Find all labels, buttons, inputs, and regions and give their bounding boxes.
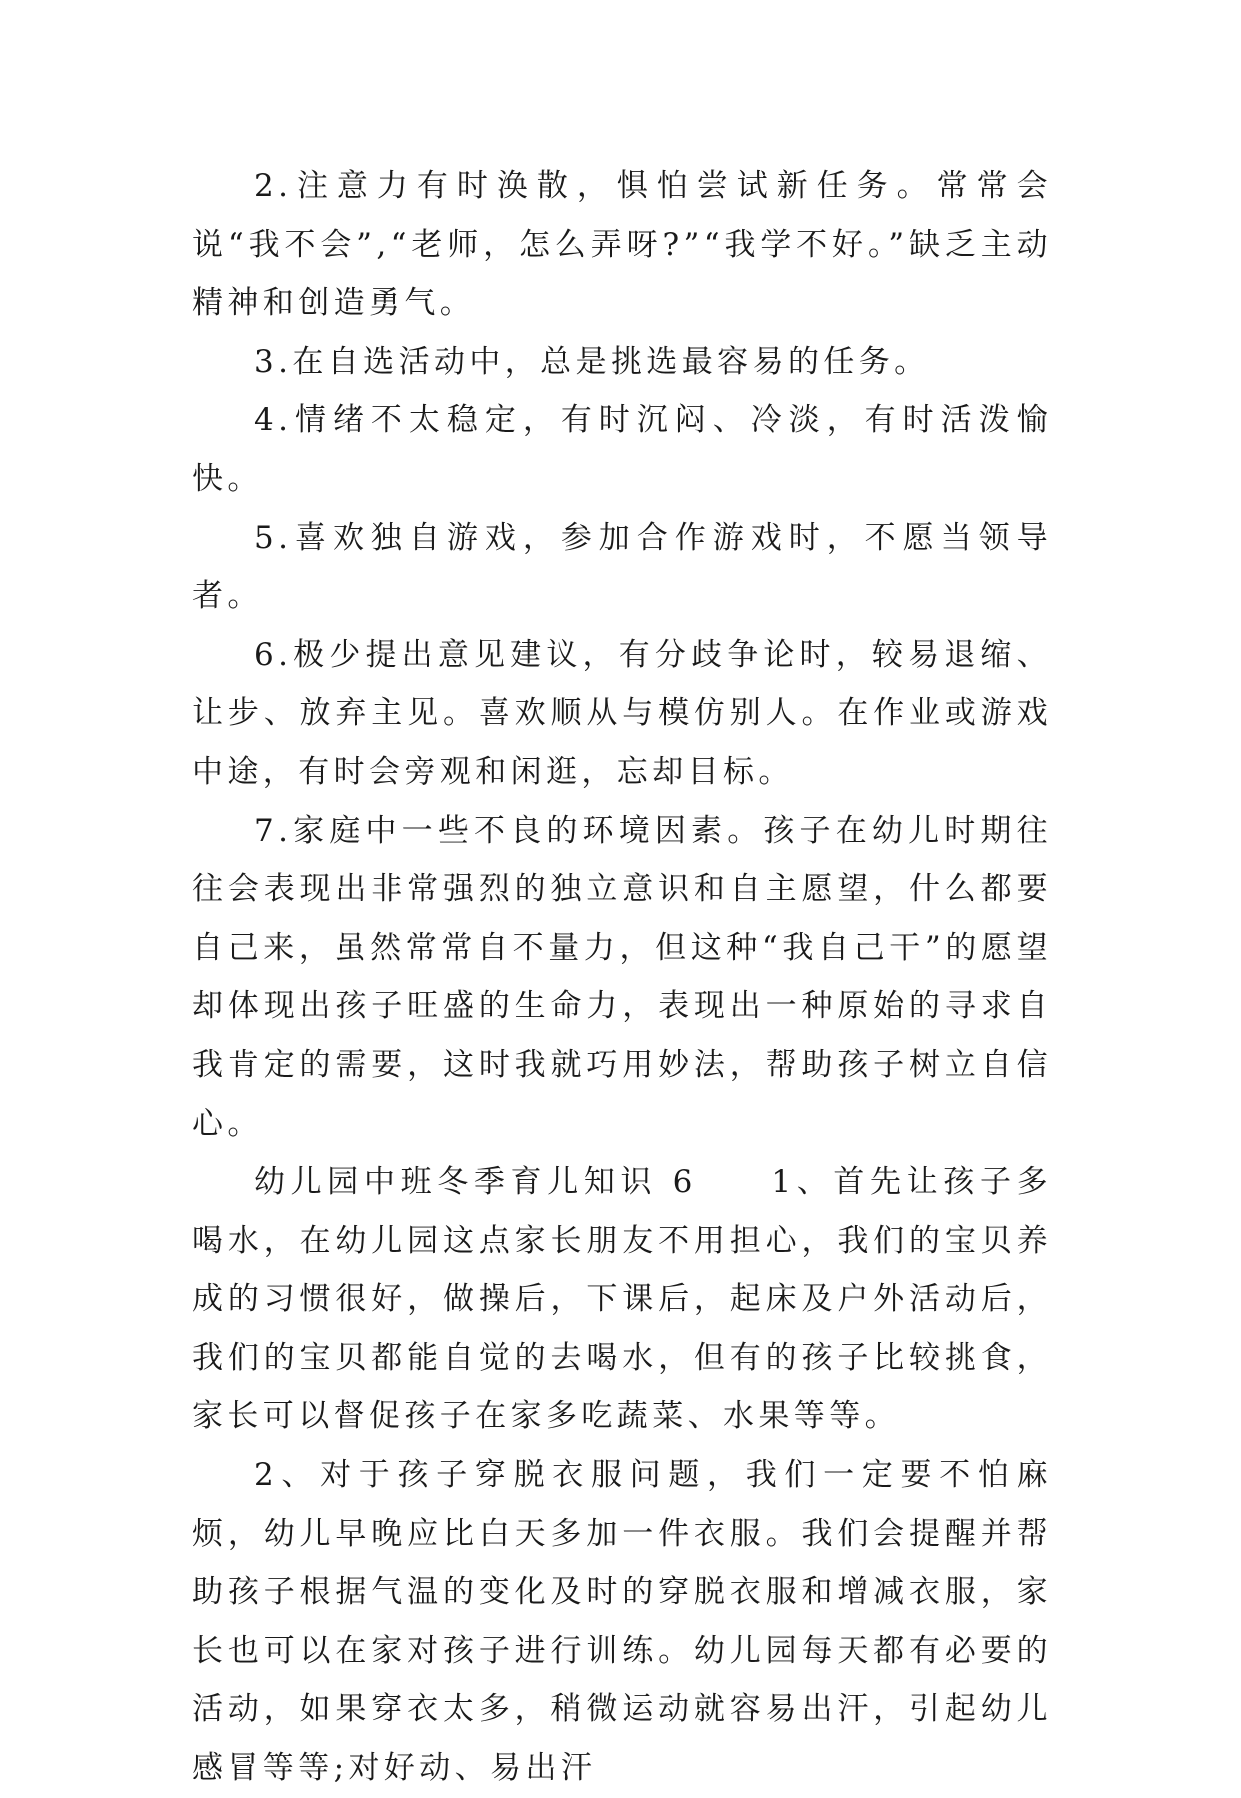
paragraph-item-7: 7.家庭中一些不良的环境因素。孩子在幼儿时期往往会表现出非常强烈的独立意识和自主愿望，什么都要自己来，虽然常常自不量力，但这种“我自己干”的愿望却体现出孩子旺盛的生命力，表现出一种原始的寻求自我肯定的需要，这时我就巧用妙法，帮助孩子树立自信心。 bbox=[192, 812, 1052, 1142]
paragraph-item-2: 2.注意力有时涣散，惧怕尝试新任务。常常会说“我不会”,“老师，怎么弄呀?”“我学不好。”缺乏主动精神和创造勇气。 bbox=[192, 168, 1052, 322]
paragraph-clothing: 2、对于孩子穿脱衣服问题，我们一定要不怕麻烦，幼儿早晚应比白天多加一件衣服。我们会提醒并帮助孩子根据气温的变化及时的穿脱衣服和增减衣服，家长也可以在家对孩子进行训练。幼儿园每天都有必要的活动，如果穿衣太多，稍微运动就容易出汗，引起幼儿感冒等等;对好动、易出汗 bbox=[192, 1457, 1052, 1787]
paragraph-item-6: 6.极少提出意见建议，有分歧争论时，较易退缩、让步、放弃主见。喜欢顺从与模仿别人。在作业或游戏中途，有时会旁观和闲逛，忘却目标。 bbox=[192, 636, 1052, 790]
document-body bbox=[192, 157, 1052, 1798]
paragraph-item-3: 3.在自选活动中，总是挑选最容易的任务。 bbox=[254, 343, 930, 380]
paragraph-item-4: 4.情绪不太稳定，有时沉闷、冷淡，有时活泼愉快。 bbox=[192, 402, 1052, 497]
paragraph-item-5: 5.喜欢独自游戏，参加合作游戏时，不愿当领导者。 bbox=[192, 519, 1052, 615]
section-paragraph-winter-care: 幼儿园中班冬季育儿知识 6 1、首先让孩子多喝水，在幼儿园这点家长朋友不用担心，我们的宝贝养成的习惯很好，做操后，下课后，起床及户外活动后，我们的宝贝都能自觉的去喝水，但有的孩子比较挑食，家长可以督促孩子在家多吃蔬菜、水果等等。 bbox=[192, 1164, 1052, 1435]
